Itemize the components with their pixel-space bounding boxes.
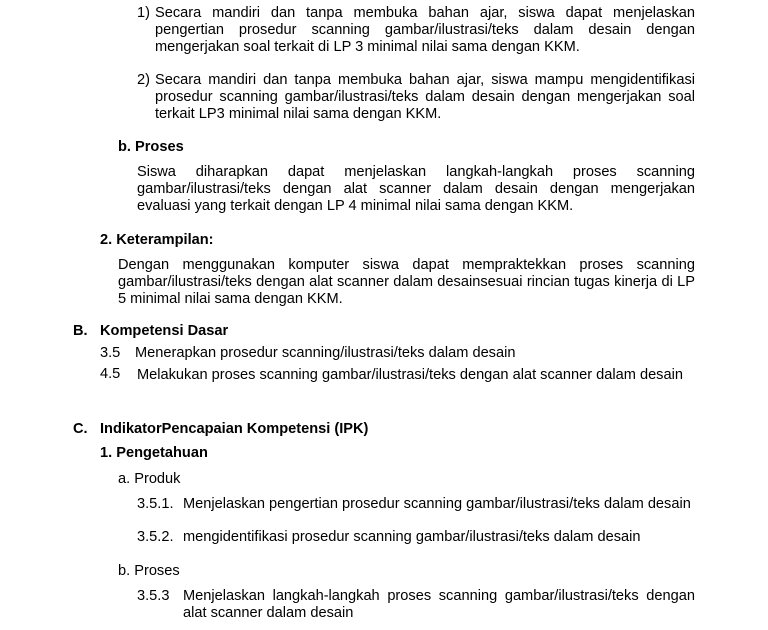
ipk-heading: IndikatorPencapaian Kompetensi (IPK) [100,421,369,437]
ipk-number: 3.5.2. [137,529,174,545]
section-letter-c: C. [73,421,88,437]
objective-item-2 [137,72,695,122]
objective-text: Secara mandiri dan tanpa membuka bahan ajar, siswa dapat menjelaskan pengertian prosedur scanning gambar/ilustrasi/teks dalam desain dengan mengerjakan soal terkait di LP 3 minimal nilai sama dengan KKM. [155,5,695,55]
kompetensi-dasar-heading: Kompetensi Dasar [100,323,229,339]
keterampilan-paragraph: Dengan menggunakan komputer siswa dapat mempraktekkan proses scanning gambar/ilustrasi/teks dengan alat scanner dalam desainsesuai rincian tugas kinerja di LP 5 minimal nilai sama dengan KKM. [118,257,695,307]
kd-text: Menerapkan prosedur scanning/ilustrasi/teks dalam desain [135,345,516,361]
ipk-number: 3.5.1. [137,496,174,512]
objective-number: 1) [137,5,150,21]
produk-label: a. Produk [118,471,181,487]
ipk-text: mengidentifikasi prosedur scanning gambar/ilustrasi/teks dalam desain [183,529,641,545]
ipk-item [137,529,695,546]
kd-text: Melakukan proses scanning gambar/ilustrasi/teks dengan alat scanner dalam desain [137,367,683,383]
kd-number: 4.5 [100,366,121,382]
kd-number: 3.5 [100,345,121,361]
proses-paragraph: Siswa diharapkan dapat menjelaskan langkah-langkah proses scanning gambar/ilustrasi/teks dengan alat scanner dalam desain dengan mengerjakan evaluasi yang terkait dengan LP 4 minimal nilai sama dengan KKM. [137,164,695,214]
proses-heading: b. Proses [118,139,184,155]
objective-item-1 [137,5,695,55]
section-letter-b: B. [73,323,88,339]
keterampilan-heading: 2. Keterampilan: [100,232,214,248]
ipk-item [137,588,695,622]
ipk-number: 3.5.3 [137,588,170,604]
objective-text: Secara mandiri dan tanpa membuka bahan ajar, siswa mampu mengidentifikasi prosedur scanning gambar/ilustrasi/teks dalam desain dengan mengerjakan soal terkait LP3 minimal nilai sama dengan KKM. [155,72,695,122]
pengetahuan-heading: 1. Pengetahuan [100,445,208,461]
ipk-text: Menjelaskan pengertian prosedur scanning gambar/ilustrasi/teks dalam desain [183,496,691,512]
ipk-text: Menjelaskan langkah-langkah proses scanning gambar/ilustrasi/teks dengan alat scanner dalam desain [183,588,695,621]
objective-number: 2) [137,72,150,88]
kd-item [100,366,695,385]
ipk-item [137,496,695,513]
kd-item [100,345,695,362]
proses-label: b. Proses [118,563,180,579]
